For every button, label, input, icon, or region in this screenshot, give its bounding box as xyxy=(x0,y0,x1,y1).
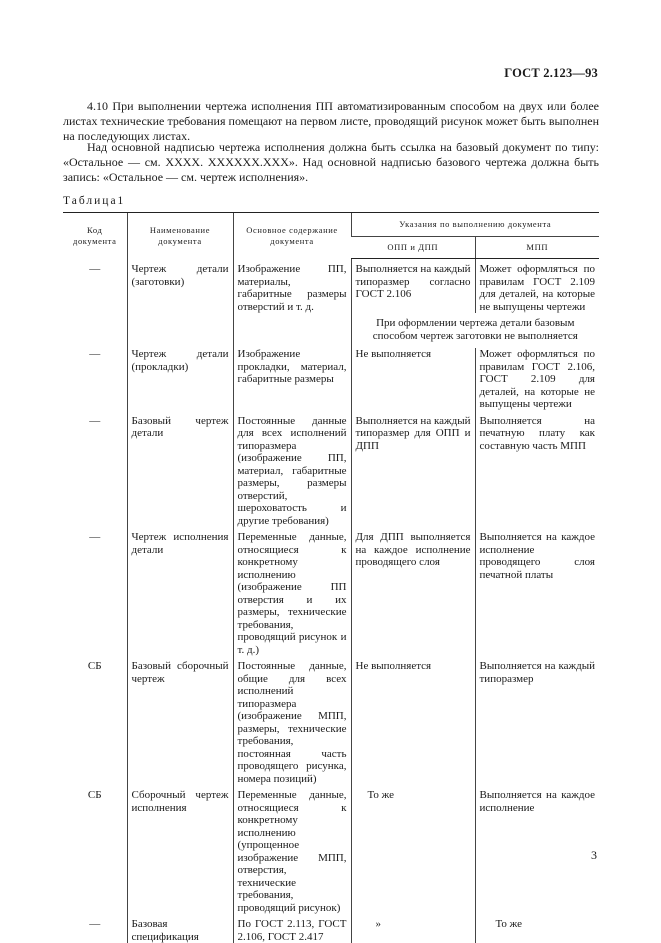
page-number: 3 xyxy=(591,848,597,862)
cell-code: — xyxy=(89,531,101,543)
header-instructions: Указания по выполнению документа xyxy=(351,213,599,237)
table-row xyxy=(63,263,599,313)
cell-code: — xyxy=(89,414,101,427)
header-name: Наименование документа xyxy=(127,213,233,259)
cell-opp: То же xyxy=(351,789,475,914)
table-row xyxy=(63,531,599,656)
table-row xyxy=(63,789,599,914)
cell-opp: Выполняется на каждый типоразмер согласно ГОСТ 2.106 xyxy=(351,263,475,313)
document-code-header: ГОСТ 2.123—93 xyxy=(504,66,598,80)
cell-mpp: Может оформляться по правилам ГОСТ 2.109 для деталей, на которые не выпущены чертежи xyxy=(475,263,599,313)
table-note-row xyxy=(63,313,599,348)
cell-mpp: Выполняется на каждый типоразмер xyxy=(475,660,599,785)
cell-code: — xyxy=(89,348,101,360)
cell-opp: Не выполняется xyxy=(351,348,475,411)
cell-mpp: Выполняется на каждое исполнение проводящего слоя печатной платы xyxy=(475,531,599,656)
table-row xyxy=(63,660,599,785)
table-note: При оформлении чертежа детали базовым способом чертеж заготовки не выполняется xyxy=(351,313,599,348)
cell-opp: Не выполняется xyxy=(351,660,475,785)
cell-content: Постоянные данные, общие для всех исполнений типоразмера (изображение МПП, размеры, технические требования, постоянная часть проводящего рисунка, номера позиций) xyxy=(233,660,351,785)
document-table xyxy=(63,212,599,943)
header-opp-dpp: ОПП и ДПП xyxy=(351,237,475,259)
cell-name: Базовый сборочный чертеж xyxy=(127,660,233,785)
cell-content: По ГОСТ 2.113, ГОСТ 2.106, ГОСТ 2.417 xyxy=(233,918,351,943)
cell-content: Изображение ПП, материалы, габаритные размеры отверстий и т. д. xyxy=(233,263,351,313)
table-row xyxy=(63,918,599,943)
cell-name: Базовый чертеж детали xyxy=(127,415,233,528)
table-row xyxy=(63,348,599,411)
cell-code: СБ xyxy=(87,660,102,672)
cell-content: Постоянные данные для всех исполнений типоразмера (изображение ПП, материал, габаритные размеры, размеры отверстий, шероховатость и другие требования) xyxy=(233,415,351,528)
cell-code: СБ xyxy=(87,789,102,801)
cell-code: — xyxy=(89,918,101,930)
header-content: Основное содержание документа xyxy=(233,213,351,259)
cell-mpp: То же xyxy=(475,918,599,943)
cell-content: Переменные данные, относящиеся к конкретному исполнению (изображение ПП отверстия и их размеры, технические требования, проводящий рисунок и т. д.) xyxy=(233,531,351,656)
header-mpp: МПП xyxy=(475,237,599,259)
table-caption: Таблица1 xyxy=(63,195,126,207)
paragraph-reference-note: Над основной надписью чертежа исполнения должна быть ссылка на базовый документ по типу: «Остальное — см. XXXX. XXXXXX.XXX». Над основной надписью базового чертежа должна быть запись: «Остальное — см. чертеж исполнения». xyxy=(63,140,599,184)
cell-code: — xyxy=(89,263,101,275)
cell-name: Сборочный чертеж исполнения xyxy=(127,789,233,914)
cell-name: Чертеж детали (заготовки) xyxy=(127,263,233,313)
cell-opp: Выполняется на каждый типоразмер для ОПП и ДПП xyxy=(351,415,475,528)
cell-mpp: Выполняется на печатную плату как составную часть МПП xyxy=(475,415,599,528)
table-row xyxy=(63,415,599,528)
paragraph-4-10: 4.10 При выполнении чертежа исполнения ПП автоматизированным способом на двух или более листах технические требования помещают на первом листе, проводящий рисунок может быть выполнен на последующих листах. xyxy=(63,99,599,143)
cell-name: Чертеж исполнения детали xyxy=(127,531,233,656)
cell-opp: Для ДПП выполняется на каждое исполнение проводящего слоя xyxy=(351,531,475,656)
cell-mpp: Может оформляться по правилам ГОСТ 2.106, ГОСТ 2.109 для деталей, на которые не выпущены чертежи xyxy=(475,348,599,411)
header-code: Код документа xyxy=(63,213,127,259)
cell-content: Изображение прокладки, материал, габаритные размеры xyxy=(233,348,351,411)
cell-name: Базовая спецификация xyxy=(127,918,233,943)
cell-content: Переменные данные, относящиеся к конкретному исполнению (упрощенное изображение МПП, отверстия, технические требования, проводящий рисунок) xyxy=(233,789,351,914)
cell-mpp: Выполняется на каждое исполнение xyxy=(475,789,599,914)
cell-name: Чертеж детали (прокладки) xyxy=(127,348,233,411)
cell-opp: » xyxy=(351,918,475,943)
